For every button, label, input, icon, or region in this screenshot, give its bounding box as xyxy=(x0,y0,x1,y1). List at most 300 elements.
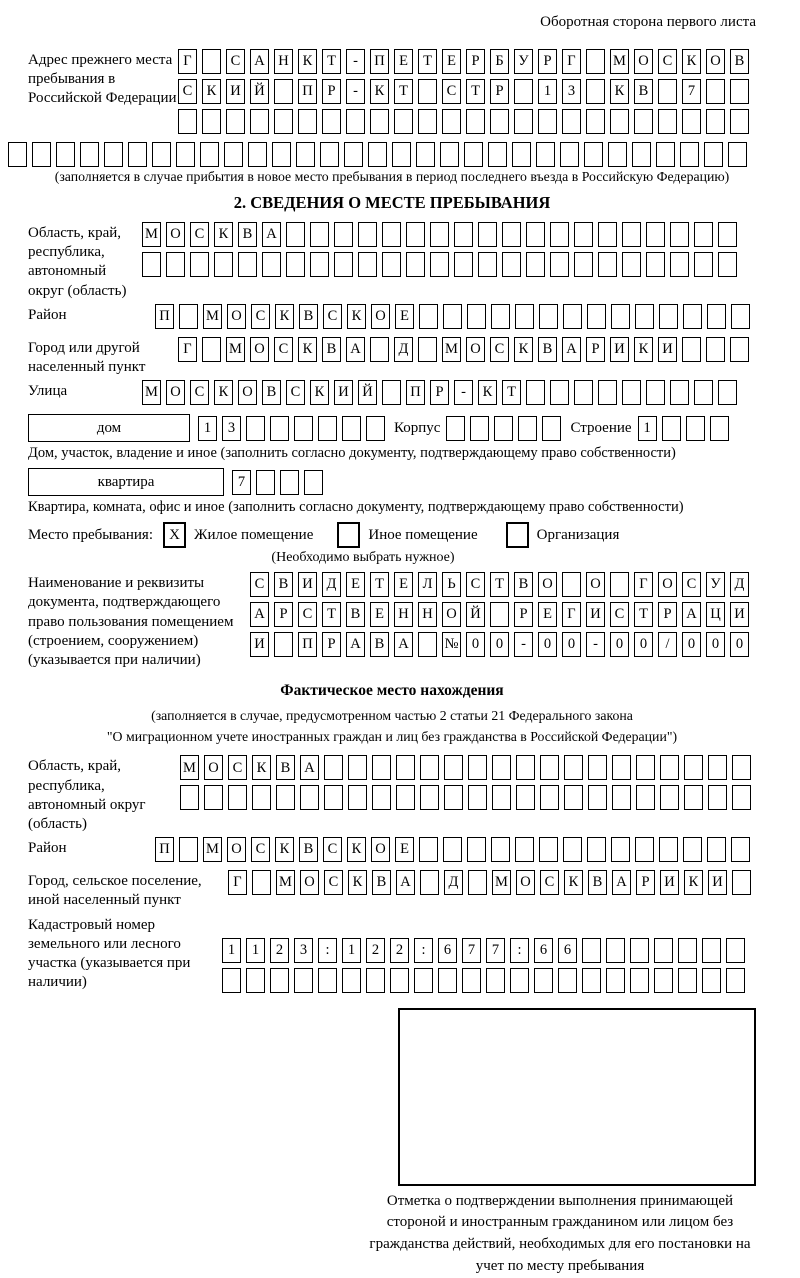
char-cell[interactable]: 7 xyxy=(462,938,481,963)
char-cell[interactable]: С xyxy=(190,222,209,247)
char-cell[interactable]: О xyxy=(227,304,246,329)
char-cell[interactable] xyxy=(368,142,387,167)
char-cell[interactable] xyxy=(200,142,219,167)
char-cell[interactable] xyxy=(582,938,601,963)
char-cell[interactable] xyxy=(272,142,291,167)
char-cell[interactable] xyxy=(286,252,305,277)
char-cell[interactable] xyxy=(270,416,289,441)
char-cell[interactable] xyxy=(334,252,353,277)
char-cell[interactable]: И xyxy=(334,380,353,405)
char-cell[interactable]: У xyxy=(514,49,533,74)
char-cell[interactable] xyxy=(444,755,463,780)
char-cell[interactable]: В xyxy=(730,49,749,74)
char-cell[interactable]: А xyxy=(346,337,365,362)
char-cell[interactable]: № xyxy=(442,632,461,657)
char-cell[interactable]: А xyxy=(262,222,281,247)
char-cell[interactable] xyxy=(324,755,343,780)
char-cell[interactable] xyxy=(274,109,293,134)
char-cell[interactable]: Б xyxy=(490,49,509,74)
char-cell[interactable] xyxy=(419,304,438,329)
char-cell[interactable]: С xyxy=(286,380,305,405)
char-cell[interactable]: : xyxy=(414,938,433,963)
char-cell[interactable]: С xyxy=(442,79,461,104)
char-cell[interactable] xyxy=(250,109,269,134)
char-cell[interactable] xyxy=(606,968,625,993)
char-cell[interactable] xyxy=(370,337,389,362)
char-cell[interactable] xyxy=(656,142,675,167)
char-cell[interactable]: В xyxy=(238,222,257,247)
char-cell[interactable] xyxy=(670,222,689,247)
stay-type-checkbox-organization[interactable] xyxy=(506,522,529,548)
char-cell[interactable]: В xyxy=(634,79,653,104)
char-cell[interactable] xyxy=(348,785,367,810)
char-cell[interactable]: В xyxy=(274,572,293,597)
char-cell[interactable] xyxy=(610,572,629,597)
char-cell[interactable] xyxy=(707,304,726,329)
char-cell[interactable] xyxy=(80,142,99,167)
char-cell[interactable] xyxy=(587,837,606,862)
char-cell[interactable] xyxy=(630,938,649,963)
char-cell[interactable] xyxy=(684,785,703,810)
char-cell[interactable]: М xyxy=(203,837,222,862)
char-cell[interactable] xyxy=(502,252,521,277)
char-cell[interactable] xyxy=(488,142,507,167)
char-cell[interactable]: О xyxy=(300,870,319,895)
char-cell[interactable]: Ь xyxy=(442,572,461,597)
char-cell[interactable]: О xyxy=(516,870,535,895)
char-cell[interactable] xyxy=(622,222,641,247)
char-cell[interactable] xyxy=(598,252,617,277)
char-cell[interactable] xyxy=(683,837,702,862)
char-cell[interactable]: С xyxy=(540,870,559,895)
char-cell[interactable] xyxy=(694,252,713,277)
char-cell[interactable]: Т xyxy=(418,49,437,74)
char-cell[interactable] xyxy=(682,109,701,134)
char-cell[interactable] xyxy=(382,222,401,247)
char-cell[interactable] xyxy=(526,380,545,405)
char-cell[interactable]: : xyxy=(510,938,529,963)
char-cell[interactable] xyxy=(358,252,377,277)
char-cell[interactable]: 3 xyxy=(562,79,581,104)
char-cell[interactable]: С xyxy=(610,602,629,627)
char-cell[interactable]: Р xyxy=(322,79,341,104)
char-cell[interactable] xyxy=(392,142,411,167)
char-cell[interactable] xyxy=(464,142,483,167)
char-cell[interactable] xyxy=(334,222,353,247)
char-cell[interactable] xyxy=(662,416,681,441)
char-cell[interactable]: 6 xyxy=(534,938,553,963)
char-cell[interactable] xyxy=(680,142,699,167)
char-cell[interactable]: И xyxy=(226,79,245,104)
char-cell[interactable]: К xyxy=(310,380,329,405)
char-cell[interactable] xyxy=(526,252,545,277)
char-cell[interactable]: Е xyxy=(394,572,413,597)
char-cell[interactable] xyxy=(430,222,449,247)
char-cell[interactable]: М xyxy=(492,870,511,895)
char-cell[interactable] xyxy=(246,416,265,441)
char-cell[interactable] xyxy=(586,49,605,74)
char-cell[interactable] xyxy=(558,968,577,993)
char-cell[interactable]: П xyxy=(370,49,389,74)
char-cell[interactable]: И xyxy=(658,337,677,362)
char-cell[interactable] xyxy=(454,252,473,277)
char-cell[interactable] xyxy=(430,252,449,277)
char-cell[interactable]: В xyxy=(299,304,318,329)
char-cell[interactable] xyxy=(490,602,509,627)
char-cell[interactable] xyxy=(492,785,511,810)
char-cell[interactable]: К xyxy=(202,79,221,104)
char-cell[interactable]: К xyxy=(478,380,497,405)
char-cell[interactable]: О xyxy=(166,222,185,247)
char-cell[interactable]: У xyxy=(706,572,725,597)
char-cell[interactable]: Е xyxy=(395,304,414,329)
char-cell[interactable]: - xyxy=(346,79,365,104)
char-cell[interactable] xyxy=(659,837,678,862)
char-cell[interactable] xyxy=(608,142,627,167)
char-cell[interactable]: В xyxy=(299,837,318,862)
char-cell[interactable] xyxy=(252,785,271,810)
char-cell[interactable] xyxy=(612,755,631,780)
char-cell[interactable]: С xyxy=(190,380,209,405)
char-cell[interactable] xyxy=(518,416,537,441)
char-cell[interactable]: Д xyxy=(444,870,463,895)
char-cell[interactable]: Р xyxy=(430,380,449,405)
char-cell[interactable] xyxy=(406,222,425,247)
char-cell[interactable] xyxy=(658,109,677,134)
char-cell[interactable]: 7 xyxy=(682,79,701,104)
char-cell[interactable]: В xyxy=(346,602,365,627)
char-cell[interactable] xyxy=(732,785,751,810)
char-cell[interactable] xyxy=(262,252,281,277)
char-cell[interactable] xyxy=(564,755,583,780)
char-cell[interactable] xyxy=(526,222,545,247)
char-cell[interactable] xyxy=(670,380,689,405)
char-cell[interactable] xyxy=(540,755,559,780)
char-cell[interactable]: 1 xyxy=(246,938,265,963)
char-cell[interactable] xyxy=(510,968,529,993)
char-cell[interactable]: С xyxy=(490,337,509,362)
char-cell[interactable] xyxy=(344,142,363,167)
char-cell[interactable] xyxy=(646,252,665,277)
char-cell[interactable] xyxy=(550,222,569,247)
char-cell[interactable] xyxy=(610,109,629,134)
char-cell[interactable]: А xyxy=(250,602,269,627)
char-cell[interactable] xyxy=(366,968,385,993)
char-cell[interactable] xyxy=(372,785,391,810)
char-cell[interactable] xyxy=(296,142,315,167)
char-cell[interactable] xyxy=(704,142,723,167)
char-cell[interactable]: Д xyxy=(730,572,749,597)
char-cell[interactable]: С xyxy=(274,337,293,362)
char-cell[interactable]: К xyxy=(370,79,389,104)
char-cell[interactable]: Е xyxy=(538,602,557,627)
char-cell[interactable] xyxy=(443,304,462,329)
char-cell[interactable] xyxy=(539,837,558,862)
char-cell[interactable]: Т xyxy=(634,602,653,627)
char-cell[interactable]: Д xyxy=(322,572,341,597)
char-cell[interactable] xyxy=(536,142,555,167)
char-cell[interactable] xyxy=(574,252,593,277)
char-cell[interactable] xyxy=(224,142,243,167)
char-cell[interactable] xyxy=(728,142,747,167)
char-cell[interactable] xyxy=(635,304,654,329)
char-cell[interactable] xyxy=(726,968,745,993)
char-cell[interactable]: 0 xyxy=(730,632,749,657)
char-cell[interactable] xyxy=(491,304,510,329)
char-cell[interactable] xyxy=(180,785,199,810)
char-cell[interactable] xyxy=(494,416,513,441)
char-cell[interactable] xyxy=(564,785,583,810)
char-cell[interactable] xyxy=(142,252,161,277)
char-cell[interactable]: К xyxy=(347,304,366,329)
char-cell[interactable] xyxy=(563,304,582,329)
char-cell[interactable]: С xyxy=(251,837,270,862)
char-cell[interactable]: Й xyxy=(358,380,377,405)
char-cell[interactable] xyxy=(606,938,625,963)
char-cell[interactable]: Е xyxy=(370,602,389,627)
char-cell[interactable]: Л xyxy=(418,572,437,597)
char-cell[interactable]: 3 xyxy=(294,938,313,963)
char-cell[interactable]: 2 xyxy=(390,938,409,963)
char-cell[interactable]: С xyxy=(324,870,343,895)
char-cell[interactable] xyxy=(562,109,581,134)
char-cell[interactable] xyxy=(598,222,617,247)
char-cell[interactable]: С xyxy=(226,49,245,74)
char-cell[interactable] xyxy=(598,380,617,405)
char-cell[interactable] xyxy=(322,109,341,134)
char-cell[interactable] xyxy=(274,632,293,657)
char-cell[interactable] xyxy=(270,968,289,993)
char-cell[interactable] xyxy=(706,337,725,362)
char-cell[interactable] xyxy=(444,785,463,810)
char-cell[interactable]: 1 xyxy=(538,79,557,104)
char-cell[interactable]: М xyxy=(226,337,245,362)
char-cell[interactable]: О xyxy=(371,837,390,862)
char-cell[interactable]: Т xyxy=(502,380,521,405)
char-cell[interactable]: Е xyxy=(442,49,461,74)
char-cell[interactable]: О xyxy=(442,602,461,627)
char-cell[interactable] xyxy=(438,968,457,993)
char-cell[interactable]: К xyxy=(514,337,533,362)
char-cell[interactable] xyxy=(128,142,147,167)
char-cell[interactable] xyxy=(252,870,271,895)
char-cell[interactable] xyxy=(726,938,745,963)
char-cell[interactable]: / xyxy=(658,632,677,657)
char-cell[interactable] xyxy=(204,785,223,810)
char-cell[interactable]: А xyxy=(300,755,319,780)
char-cell[interactable]: С xyxy=(298,602,317,627)
char-cell[interactable] xyxy=(582,968,601,993)
char-cell[interactable]: К xyxy=(214,380,233,405)
char-cell[interactable] xyxy=(611,304,630,329)
char-cell[interactable] xyxy=(342,968,361,993)
char-cell[interactable]: П xyxy=(155,837,174,862)
char-cell[interactable] xyxy=(670,252,689,277)
char-cell[interactable] xyxy=(414,968,433,993)
char-cell[interactable]: Г xyxy=(178,49,197,74)
char-cell[interactable] xyxy=(358,222,377,247)
char-cell[interactable]: С xyxy=(323,304,342,329)
char-cell[interactable]: О xyxy=(538,572,557,597)
char-cell[interactable] xyxy=(104,142,123,167)
char-cell[interactable]: Р xyxy=(466,49,485,74)
char-cell[interactable] xyxy=(304,470,323,495)
char-cell[interactable] xyxy=(516,755,535,780)
char-cell[interactable] xyxy=(320,142,339,167)
char-cell[interactable] xyxy=(731,837,750,862)
char-cell[interactable]: О xyxy=(204,755,223,780)
char-cell[interactable]: 2 xyxy=(270,938,289,963)
char-cell[interactable]: Е xyxy=(394,49,413,74)
char-cell[interactable]: О xyxy=(658,572,677,597)
char-cell[interactable]: В xyxy=(276,755,295,780)
char-cell[interactable] xyxy=(694,222,713,247)
char-cell[interactable]: А xyxy=(394,632,413,657)
char-cell[interactable]: С xyxy=(250,572,269,597)
char-cell[interactable]: : xyxy=(318,938,337,963)
char-cell[interactable]: И xyxy=(298,572,317,597)
char-cell[interactable]: М xyxy=(180,755,199,780)
char-cell[interactable]: О xyxy=(371,304,390,329)
char-cell[interactable]: Н xyxy=(418,602,437,627)
char-cell[interactable] xyxy=(686,416,705,441)
char-cell[interactable] xyxy=(718,380,737,405)
char-cell[interactable]: Р xyxy=(658,602,677,627)
char-cell[interactable] xyxy=(420,870,439,895)
char-cell[interactable]: М xyxy=(442,337,461,362)
char-cell[interactable] xyxy=(478,252,497,277)
char-cell[interactable]: В xyxy=(588,870,607,895)
char-cell[interactable] xyxy=(646,222,665,247)
char-cell[interactable] xyxy=(588,785,607,810)
char-cell[interactable] xyxy=(587,304,606,329)
char-cell[interactable] xyxy=(574,380,593,405)
stay-type-checkbox-other[interactable] xyxy=(337,522,360,548)
char-cell[interactable]: 0 xyxy=(682,632,701,657)
char-cell[interactable] xyxy=(178,109,197,134)
char-cell[interactable] xyxy=(491,837,510,862)
char-cell[interactable] xyxy=(419,837,438,862)
char-cell[interactable] xyxy=(731,304,750,329)
char-cell[interactable]: О xyxy=(238,380,257,405)
char-cell[interactable]: Р xyxy=(514,602,533,627)
char-cell[interactable]: 0 xyxy=(634,632,653,657)
char-cell[interactable] xyxy=(658,79,677,104)
char-cell[interactable] xyxy=(470,416,489,441)
char-cell[interactable] xyxy=(202,337,221,362)
char-cell[interactable]: К xyxy=(275,304,294,329)
char-cell[interactable] xyxy=(492,755,511,780)
char-cell[interactable] xyxy=(636,785,655,810)
char-cell[interactable] xyxy=(420,755,439,780)
char-cell[interactable] xyxy=(730,79,749,104)
char-cell[interactable] xyxy=(654,968,673,993)
char-cell[interactable]: Т xyxy=(394,79,413,104)
char-cell[interactable] xyxy=(468,785,487,810)
char-cell[interactable]: И xyxy=(610,337,629,362)
char-cell[interactable]: 1 xyxy=(198,416,217,441)
char-cell[interactable]: П xyxy=(155,304,174,329)
char-cell[interactable]: 0 xyxy=(490,632,509,657)
char-cell[interactable] xyxy=(294,968,313,993)
char-cell[interactable] xyxy=(416,142,435,167)
stay-type-checkbox-residential[interactable]: X xyxy=(163,522,186,548)
char-cell[interactable] xyxy=(346,109,365,134)
char-cell[interactable] xyxy=(310,252,329,277)
char-cell[interactable]: Д xyxy=(394,337,413,362)
char-cell[interactable] xyxy=(467,837,486,862)
char-cell[interactable]: И xyxy=(708,870,727,895)
char-cell[interactable]: Т xyxy=(322,49,341,74)
char-cell[interactable] xyxy=(152,142,171,167)
char-cell[interactable]: С xyxy=(178,79,197,104)
char-cell[interactable] xyxy=(707,837,726,862)
char-cell[interactable] xyxy=(454,222,473,247)
char-cell[interactable]: Т xyxy=(322,602,341,627)
char-cell[interactable]: К xyxy=(252,755,271,780)
char-cell[interactable] xyxy=(586,109,605,134)
char-cell[interactable]: Р xyxy=(490,79,509,104)
char-cell[interactable] xyxy=(56,142,75,167)
char-cell[interactable]: Н xyxy=(274,49,293,74)
char-cell[interactable]: К xyxy=(347,837,366,862)
char-cell[interactable] xyxy=(516,785,535,810)
char-cell[interactable]: М xyxy=(203,304,222,329)
char-cell[interactable]: - xyxy=(454,380,473,405)
char-cell[interactable]: К xyxy=(684,870,703,895)
char-cell[interactable] xyxy=(634,109,653,134)
char-cell[interactable] xyxy=(390,968,409,993)
char-cell[interactable] xyxy=(190,252,209,277)
char-cell[interactable]: Т xyxy=(466,79,485,104)
char-cell[interactable] xyxy=(706,109,725,134)
char-cell[interactable]: 6 xyxy=(438,938,457,963)
char-cell[interactable]: Р xyxy=(586,337,605,362)
char-cell[interactable]: В xyxy=(262,380,281,405)
char-cell[interactable] xyxy=(540,785,559,810)
char-cell[interactable] xyxy=(562,572,581,597)
char-cell[interactable] xyxy=(468,870,487,895)
char-cell[interactable]: О xyxy=(586,572,605,597)
char-cell[interactable] xyxy=(654,938,673,963)
char-cell[interactable]: А xyxy=(612,870,631,895)
char-cell[interactable] xyxy=(622,380,641,405)
char-cell[interactable] xyxy=(462,968,481,993)
char-cell[interactable]: К xyxy=(298,337,317,362)
char-cell[interactable]: С xyxy=(682,572,701,597)
char-cell[interactable]: Е xyxy=(395,837,414,862)
char-cell[interactable] xyxy=(310,222,329,247)
char-cell[interactable] xyxy=(418,79,437,104)
char-cell[interactable] xyxy=(702,968,721,993)
char-cell[interactable] xyxy=(179,837,198,862)
char-cell[interactable]: К xyxy=(682,49,701,74)
char-cell[interactable] xyxy=(478,222,497,247)
char-cell[interactable] xyxy=(563,837,582,862)
char-cell[interactable]: - xyxy=(514,632,533,657)
char-cell[interactable] xyxy=(732,870,751,895)
char-cell[interactable]: А xyxy=(346,632,365,657)
char-cell[interactable]: П xyxy=(406,380,425,405)
char-cell[interactable]: А xyxy=(562,337,581,362)
char-cell[interactable]: 2 xyxy=(366,938,385,963)
char-cell[interactable]: А xyxy=(682,602,701,627)
char-cell[interactable]: Г xyxy=(634,572,653,597)
char-cell[interactable]: Ц xyxy=(706,602,725,627)
char-cell[interactable]: В xyxy=(322,337,341,362)
char-cell[interactable]: О xyxy=(250,337,269,362)
char-cell[interactable] xyxy=(166,252,185,277)
